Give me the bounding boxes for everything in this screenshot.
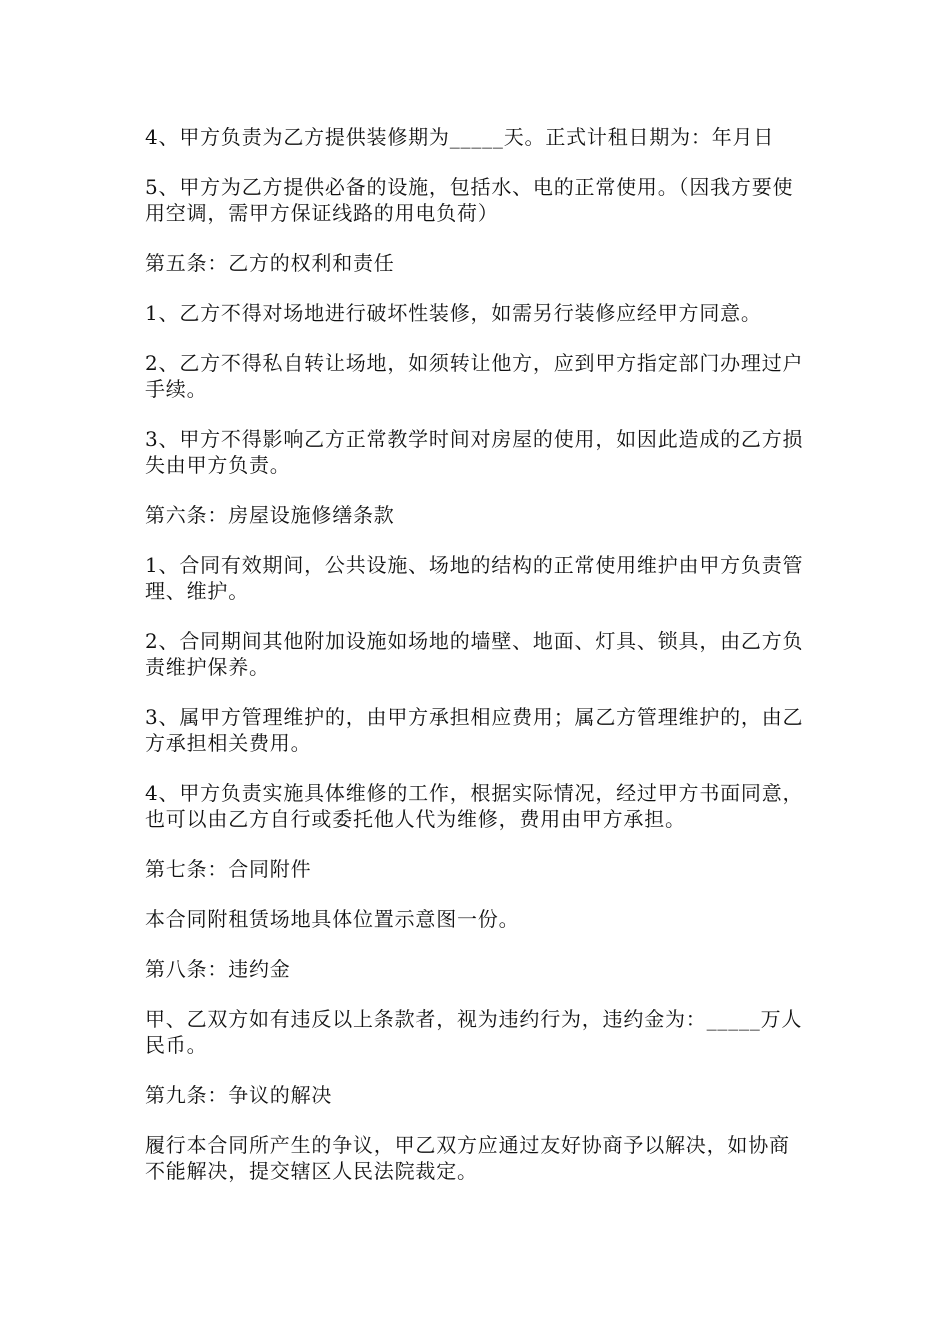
section-heading: 第九条：争议的解决: [145, 1083, 333, 1107]
section-heading: 第七条：合同附件: [145, 857, 312, 881]
clause-paragraph: 3、甲方不得影响乙方正常教学时间对房屋的使用，如因此造成的乙方损失由甲方负责。: [145, 427, 804, 477]
clause-paragraph: 4、甲方负责为乙方提供装修期为_____天。正式计租日期为：年月日: [145, 125, 775, 149]
section-heading: 第六条：房屋设施修缮条款: [145, 503, 395, 527]
clause-paragraph: 5、甲方为乙方提供必备的设施，包括水、电的正常使用。（因我方要使用空调，需甲方保证线路的用电负荷）: [145, 175, 794, 225]
section-heading: 第五条：乙方的权利和责任: [145, 251, 395, 275]
clause-paragraph: 履行本合同所产生的争议，甲乙双方应通过友好协商予以解决，如协商不能解决，提交辖区人民法院裁定。: [145, 1133, 790, 1183]
clause-paragraph: 1、合同有效期间，公共设施、场地的结构的正常使用维护由甲方负责管理、维护。: [145, 553, 804, 603]
clause-paragraph: 2、乙方不得私自转让场地，如须转让他方，应到甲方指定部门办理过户手续。: [145, 351, 804, 401]
clause-paragraph: 本合同附租赁场地具体位置示意图一份。: [145, 907, 520, 931]
section-heading: 第八条：违约金: [145, 957, 291, 981]
document-body: [145, 124, 807, 1208]
clause-paragraph: 3、属甲方管理维护的，由甲方承担相应费用；属乙方管理维护的，由乙方承担相关费用。: [145, 705, 804, 755]
clause-paragraph: 4、甲方负责实施具体维修的工作，根据实际情况，经过甲方书面同意，也可以由乙方自行或委托他人代为维修，费用由甲方承担。: [145, 781, 804, 831]
clause-paragraph: 1、乙方不得对场地进行破坏性装修，如需另行装修应经甲方同意。: [145, 301, 762, 325]
clause-paragraph: 甲、乙双方如有违反以上条款者，视为违约行为，违约金为：_____万人民币。: [145, 1007, 803, 1057]
clause-paragraph: 2、合同期间其他附加设施如场地的墙壁、地面、灯具、锁具，由乙方负责维护保养。: [145, 629, 804, 679]
